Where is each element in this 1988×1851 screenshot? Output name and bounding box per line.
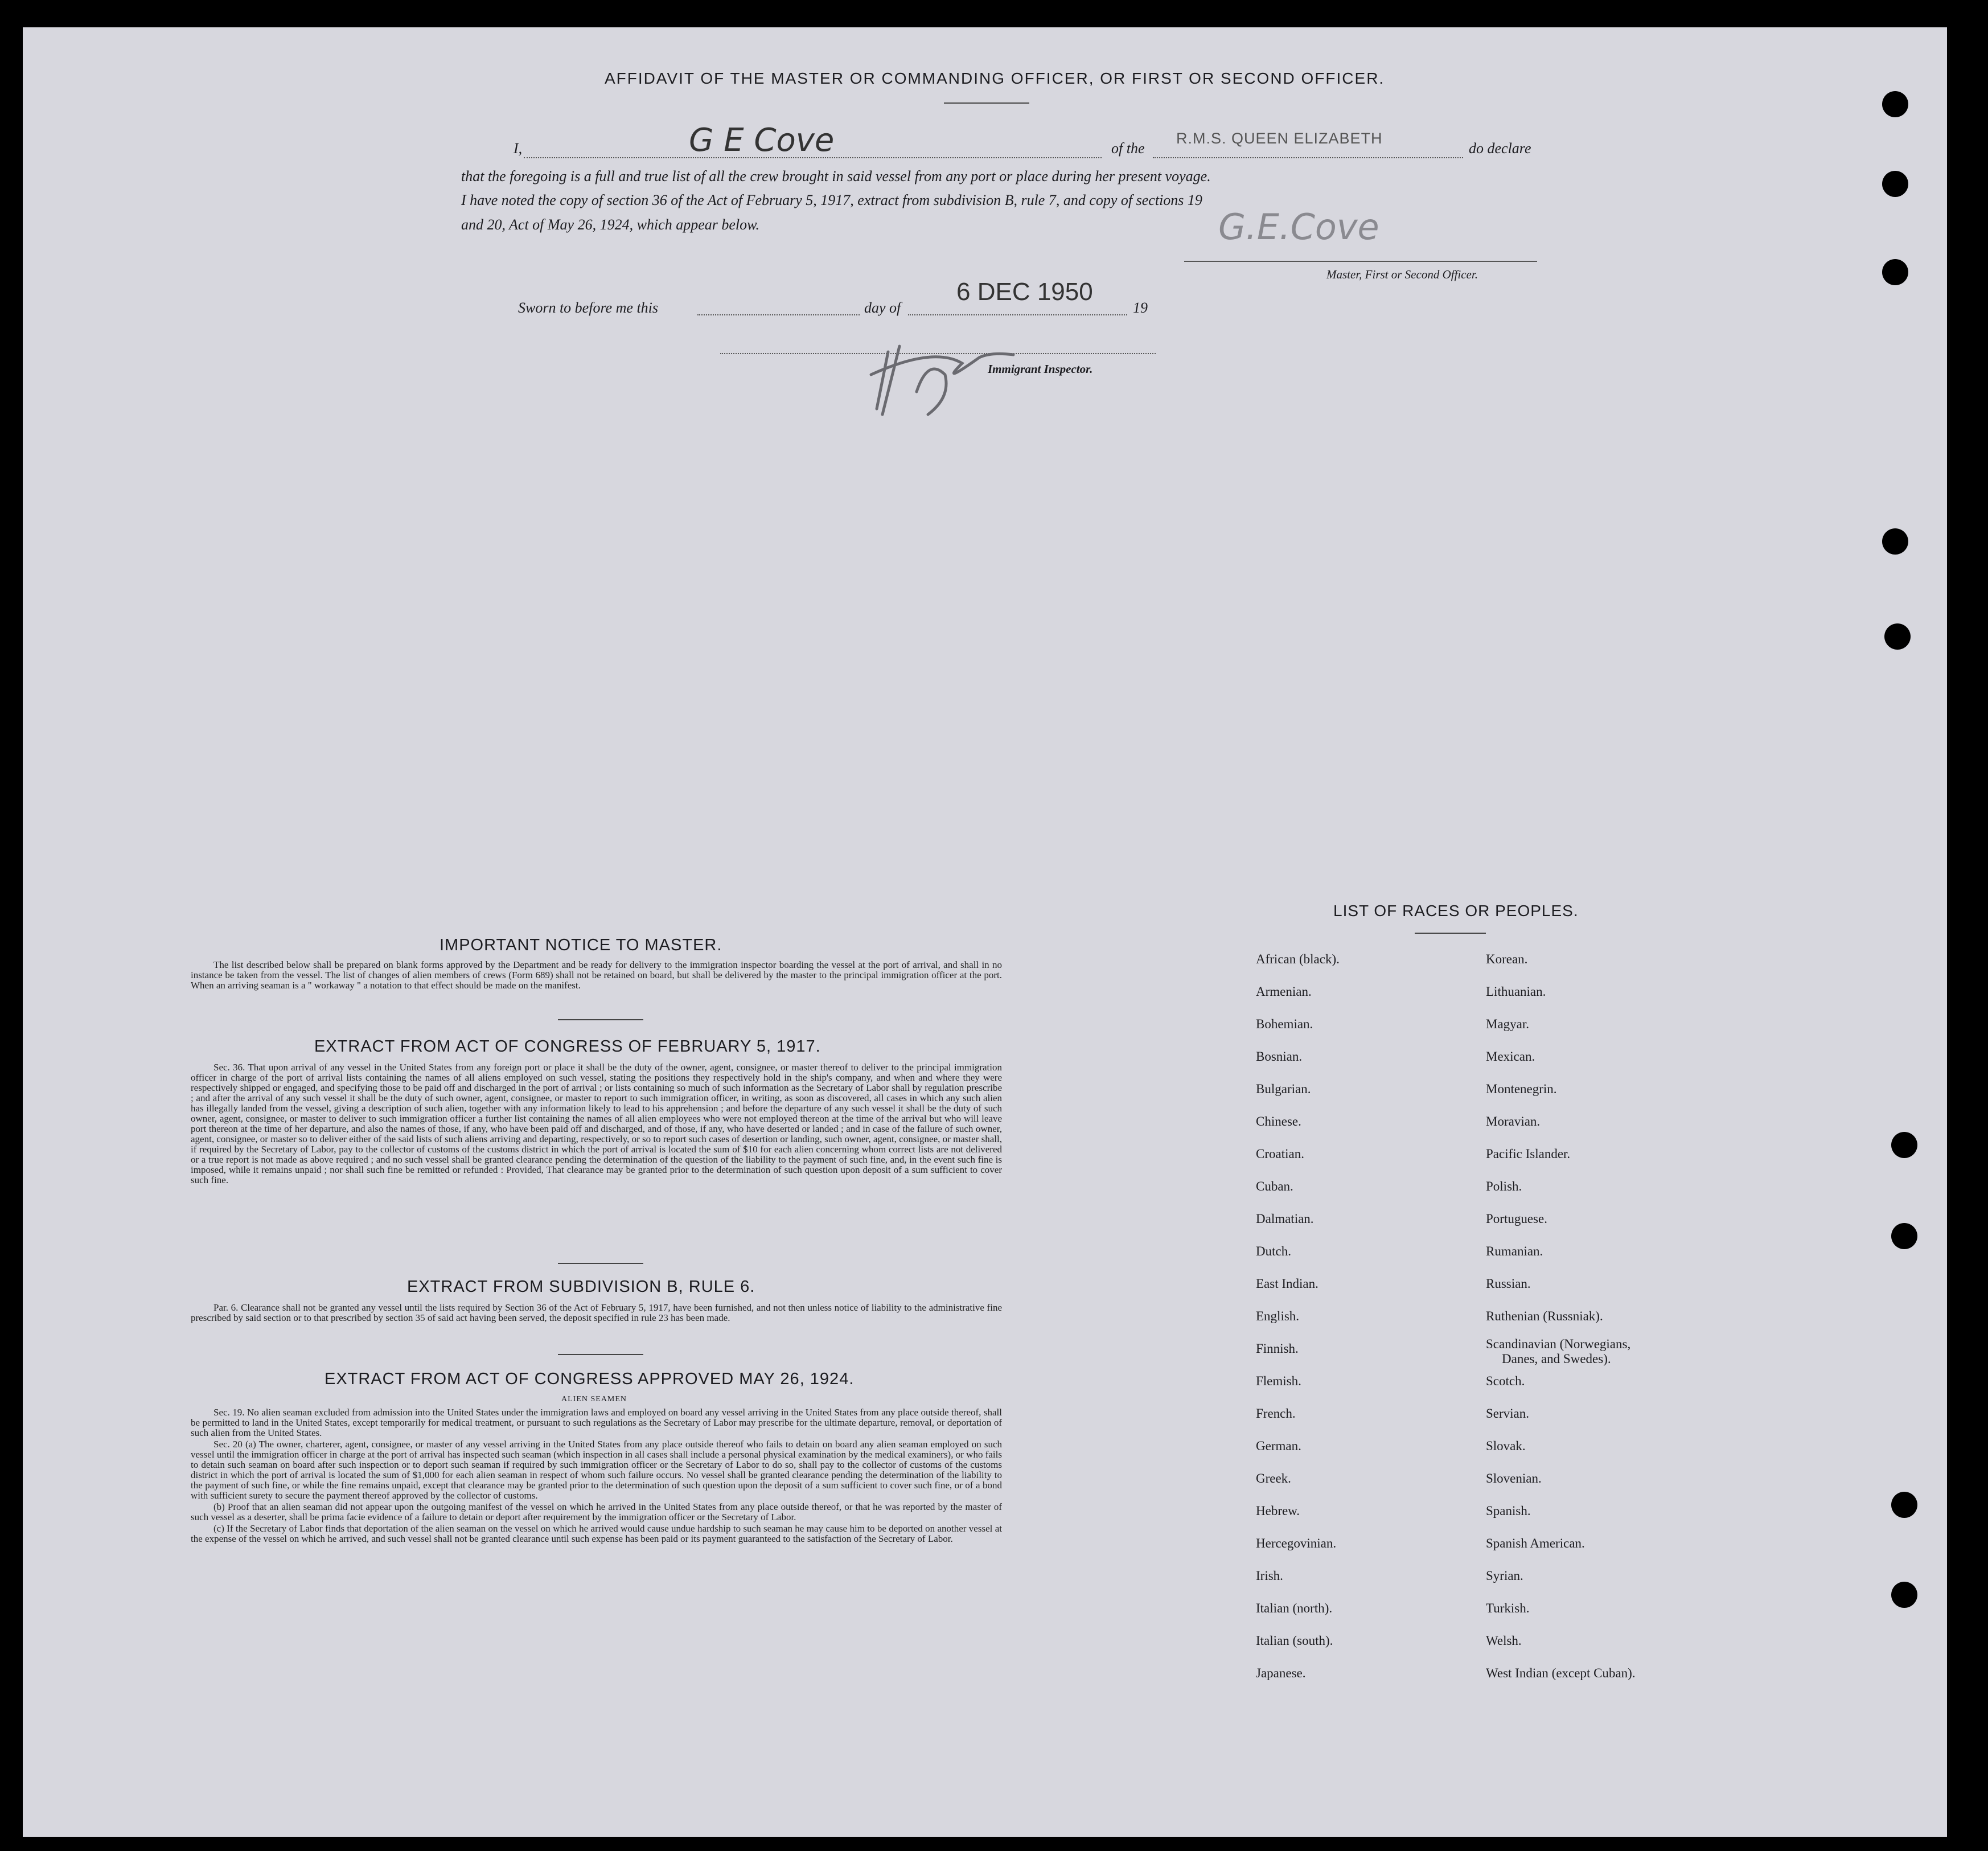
punch-hole (1891, 1223, 1917, 1249)
race-item: Pacific Islander. (1486, 1147, 1571, 1161)
notice-title: IMPORTANT NOTICE TO MASTER. (440, 936, 722, 954)
of-the-label: of the (1111, 140, 1145, 157)
punch-hole (1882, 528, 1908, 555)
race-item: Bulgarian. (1256, 1082, 1311, 1096)
sworn-month-line (908, 314, 1127, 315)
race-item: Mexican. (1486, 1049, 1535, 1064)
race-item: African (black). (1256, 952, 1340, 966)
race-item: Greek. (1256, 1471, 1291, 1485)
race-item: Magyar. (1486, 1017, 1530, 1031)
vessel-name-line (1153, 157, 1463, 158)
punch-hole (1891, 1582, 1917, 1608)
extract-rule6-divider (558, 1354, 643, 1355)
punch-hole (1891, 1492, 1917, 1518)
sworn-day-line (697, 314, 860, 315)
race-item: Irish. (1256, 1569, 1283, 1583)
affidavit-line-2: that the foregoing is a full and true list of all the crew brought in said vessel from any port or place during her present voyage. (461, 168, 1211, 184)
inspector-caption: Immigrant Inspector. (988, 362, 1093, 376)
race-item: Ruthenian (Russniak). (1486, 1309, 1603, 1323)
race-item: Rumanian. (1486, 1244, 1543, 1258)
officer-signature-line (1184, 261, 1537, 262)
punch-hole (1884, 623, 1911, 650)
extract-1924-sec20c: (c) If the Secretary of Labor finds that deportation of the alien seaman on the vessel on which he arrived would cause undue hardship to such seaman he may cause him to be deported on another vessel at the expense of the vessel on which he arrived, and such vessel shall not be granted clearance until such expense has been paid or its payment guaranteed to the satisfaction of the Secretary of Labor. (191, 1523, 1002, 1544)
race-item: Turkish. (1486, 1601, 1530, 1615)
race-item: Italian (north). (1256, 1601, 1333, 1615)
extract-1917-text (191, 1062, 1002, 1187)
race-item: Cuban. (1256, 1179, 1293, 1193)
notice-text (191, 960, 1002, 992)
race-item: Montenegrin. (1486, 1082, 1557, 1096)
notice-divider (558, 1019, 643, 1020)
race-item: Bohemian. (1256, 1017, 1313, 1031)
race-item: Lithuanian. (1486, 984, 1546, 999)
punch-hole (1882, 171, 1908, 197)
race-item: Syrian. (1486, 1569, 1523, 1583)
date-stamp: 6 DEC 1950 (956, 278, 1093, 306)
extract-1917-divider (558, 1263, 643, 1264)
extract-1924-title: EXTRACT FROM ACT OF CONGRESS APPROVED MAY 26, 1924. (325, 1370, 855, 1388)
extract-1924-sec20b: (b) Proof that an alien seaman did not appear upon the outgoing manifest of the vessel on which he arrived in the United States from any place outside thereof, or that he was reported by the master of such vessel as a deserter, shall be prima facie evidence of a failure to detain or deport after requirement by the immigration officer or the Secretary of Labor. (191, 1501, 1002, 1522)
document-page (23, 27, 1947, 1837)
extract-1924-subtitle: ALIEN SEAMEN (561, 1395, 627, 1403)
race-item: Finnish. (1256, 1341, 1299, 1356)
race-item: Croatian. (1256, 1147, 1304, 1161)
race-item: Polish. (1486, 1179, 1522, 1193)
extract-rule6-text (191, 1303, 1002, 1324)
year-prefix: 19 (1133, 299, 1148, 316)
extract-1924-sec19: Sec. 19. No alien seaman excluded from admission into the United States under the immigration laws and employed on board any vessel arriving in the United States from any place outside thereof, shall be permitted to land in the United States, except temporarily for medical treatment, or pursuant to such regulations as the Secretary of Labor may prescribe for the ultimate departure, removal, or deportation of such alien from the United States. (191, 1407, 1002, 1438)
day-of-label: day of (864, 299, 901, 316)
race-item: Hebrew. (1256, 1504, 1300, 1518)
race-item: Chinese. (1256, 1114, 1301, 1128)
race-item: Russian. (1486, 1277, 1531, 1291)
race-item: Armenian. (1256, 984, 1312, 999)
extract-1924-sec20a: Sec. 20 (a) The owner, charterer, agent, consignee, or master of any vessel arriving in the United States from any place outside thereof who fails to detain on board any alien seaman employed on such vessel until the immigration officer in charge at the port of arrival has inspected such seaman (which inspection in all cases shall include a personal physical examination by the medical examiners), or who fails to detain such seaman on board after such inspection or to deport such seaman if required by such immigration officer or the Secretary of Labor to do so, shall pay to the collector of customs of the customs district in which the port of arrival is located the sum of $1,000 for each alien seaman in respect of whom such failure occurs. No vessel shall be granted clearance pending the determination of the liability to the payment of such fine, or while the fine remains unpaid, except that clearance may be granted prior to the determination of such question upon the deposit of a sum sufficient to cover such fine, or of a bond with sufficient surety to secure the payment thereof approved by the collector of customs. (191, 1439, 1002, 1501)
race-item: Portuguese. (1486, 1212, 1547, 1226)
officer-name: G E Cove (689, 122, 835, 159)
race-item: Dutch. (1256, 1244, 1291, 1258)
race-item: Flemish. (1256, 1374, 1301, 1388)
declarant-prefix: I, (514, 140, 523, 157)
vessel-name: R.M.S. QUEEN ELIZABETH (1176, 130, 1383, 147)
race-item: Slovenian. (1486, 1471, 1542, 1485)
race-item: Welsh. (1486, 1634, 1522, 1648)
punch-hole (1882, 91, 1908, 117)
extract-1917-title: EXTRACT FROM ACT OF CONGRESS OF FEBRUARY 5, 1917. (314, 1037, 821, 1056)
sworn-prefix: Sworn to before me this (518, 299, 659, 316)
race-item: Slovak. (1486, 1439, 1526, 1453)
affidavit-title: AFFIDAVIT OF THE MASTER OR COMMANDING OFFICER, OR FIRST OR SECOND OFFICER. (605, 69, 1385, 87)
officer-signature: G.E.Cove (1218, 206, 1379, 248)
race-item: Italian (south). (1256, 1634, 1333, 1648)
officer-caption: Master, First or Second Officer. (1326, 268, 1478, 281)
race-item: West Indian (except Cuban). (1486, 1666, 1636, 1680)
extract-rule6-paragraph: Par. 6. Clearance shall not be granted any vessel until the lists required by Section 36 of the Act of February 5, 1917, have been furnished, and not then unless notice of liability to the administrative fine prescribed by said section or to that prescribed by section 35 of said act having been served, the deposit specified in rule 23 has been made. (191, 1302, 1002, 1323)
race-item-continuation: Danes, and Swedes). (1502, 1352, 1611, 1366)
extract-rule6-title: EXTRACT FROM SUBDIVISION B, RULE 6. (407, 1278, 755, 1296)
race-item: Moravian. (1486, 1114, 1541, 1128)
race-item: Japanese. (1256, 1666, 1306, 1680)
races-title: LIST OF RACES OR PEOPLES. (1333, 902, 1579, 920)
punch-hole (1891, 1132, 1917, 1158)
race-item: English. (1256, 1309, 1300, 1323)
race-item: Servian. (1486, 1406, 1530, 1421)
notice-paragraph: The list described below shall be prepared on blank forms approved by the Department and be ready for delivery to the immigration inspector boarding the vessel at the port of arrival, and shall in no instance be taken from the vessel. The list of changes of alien members of crews (Form 689) shall not be retained on board, but shall be delivered by the master to the principal immigration officer at the port. When an arriving seaman is a " workaway " a notation to that effect should be made on the manifest. (191, 959, 1002, 991)
races-title-underline (1415, 933, 1486, 934)
race-item: Spanish American. (1486, 1536, 1585, 1550)
punch-hole (1882, 259, 1908, 285)
title-underline (944, 102, 1029, 104)
do-declare-label: do declare (1469, 140, 1531, 157)
race-item: Scotch. (1486, 1374, 1525, 1388)
race-item: Korean. (1486, 952, 1528, 966)
race-item: French. (1256, 1406, 1296, 1421)
race-item: Spanish. (1486, 1504, 1531, 1518)
race-item: East Indian. (1256, 1277, 1319, 1291)
extract-1924-text (191, 1407, 1002, 1545)
race-item: Hercegovinian. (1256, 1536, 1337, 1550)
affidavit-line-3: I have noted the copy of section 36 of the Act of February 5, 1917, extract from subdivision B, rule 7, and copy of sections 19 (461, 192, 1202, 208)
race-item: German. (1256, 1439, 1301, 1453)
extract-1917-paragraph: Sec. 36. That upon arrival of any vessel in the United States from any foreign port or place it shall be the duty of the owner, agent, consignee, or master thereof to deliver to the principal immigration officer in charge of the port of arrival lists containing the names of all aliens employed on such vessel, stating the positions they respectively hold in the ship's company, and when and where they were respectively shipped or engaged, and specifying those to be paid off and discharged in the port of arrival ; or lists containing so much of such information as the Secretary of Labor shall by regulation prescribe ; and after the arrival of any such vessel it shall be the duty of such owner, agent, consignee, or master to report to such immigration officer, in writing, as soon as discovered, all cases in which any such alien has illegally landed from the vessel, giving a description of such alien, together with any information likely to lead to his apprehension ; and before the departure of any such vessel it shall be the duty of such owner, agent, consignee, or master to deliver to such immigration officer a further list containing the names of all alien employees who were not employed thereon at the time of the arrival but who will leave port thereon at the time of her departure, and also the names of those, if any, who have been paid off and discharged, and of those, if any, who have deserted or landed ; and in case of the failure of such owner, agent, consignee, or master so to deliver either of the said lists of such aliens arriving and departing, respectively, or so to report such cases of desertion or landing, such owner, agent, consignee, or master shall, if required by the Secretary of Labor, pay to the collector of customs of the customs district in which the port of arrival is located the sum of $10 for each alien concerning whom correct lists are not delivered or a true report is not made as above required ; and no such vessel shall be granted clearance pending the determination of the question of the liability to the payment of such fine, and, in the event such fine is imposed, while it remains unpaid ; nor shall such fine be remitted or refunded : Provided, That clearance may be granted prior to the determination of such question upon deposit of a sum sufficient to cover such fine. (191, 1062, 1002, 1185)
race-item: Bosnian. (1256, 1049, 1303, 1064)
affidavit-line-4: and 20, Act of May 26, 1924, which appear below. (461, 216, 760, 233)
race-item: Dalmatian. (1256, 1212, 1314, 1226)
race-item: Scandinavian (Norwegians, (1486, 1337, 1631, 1351)
